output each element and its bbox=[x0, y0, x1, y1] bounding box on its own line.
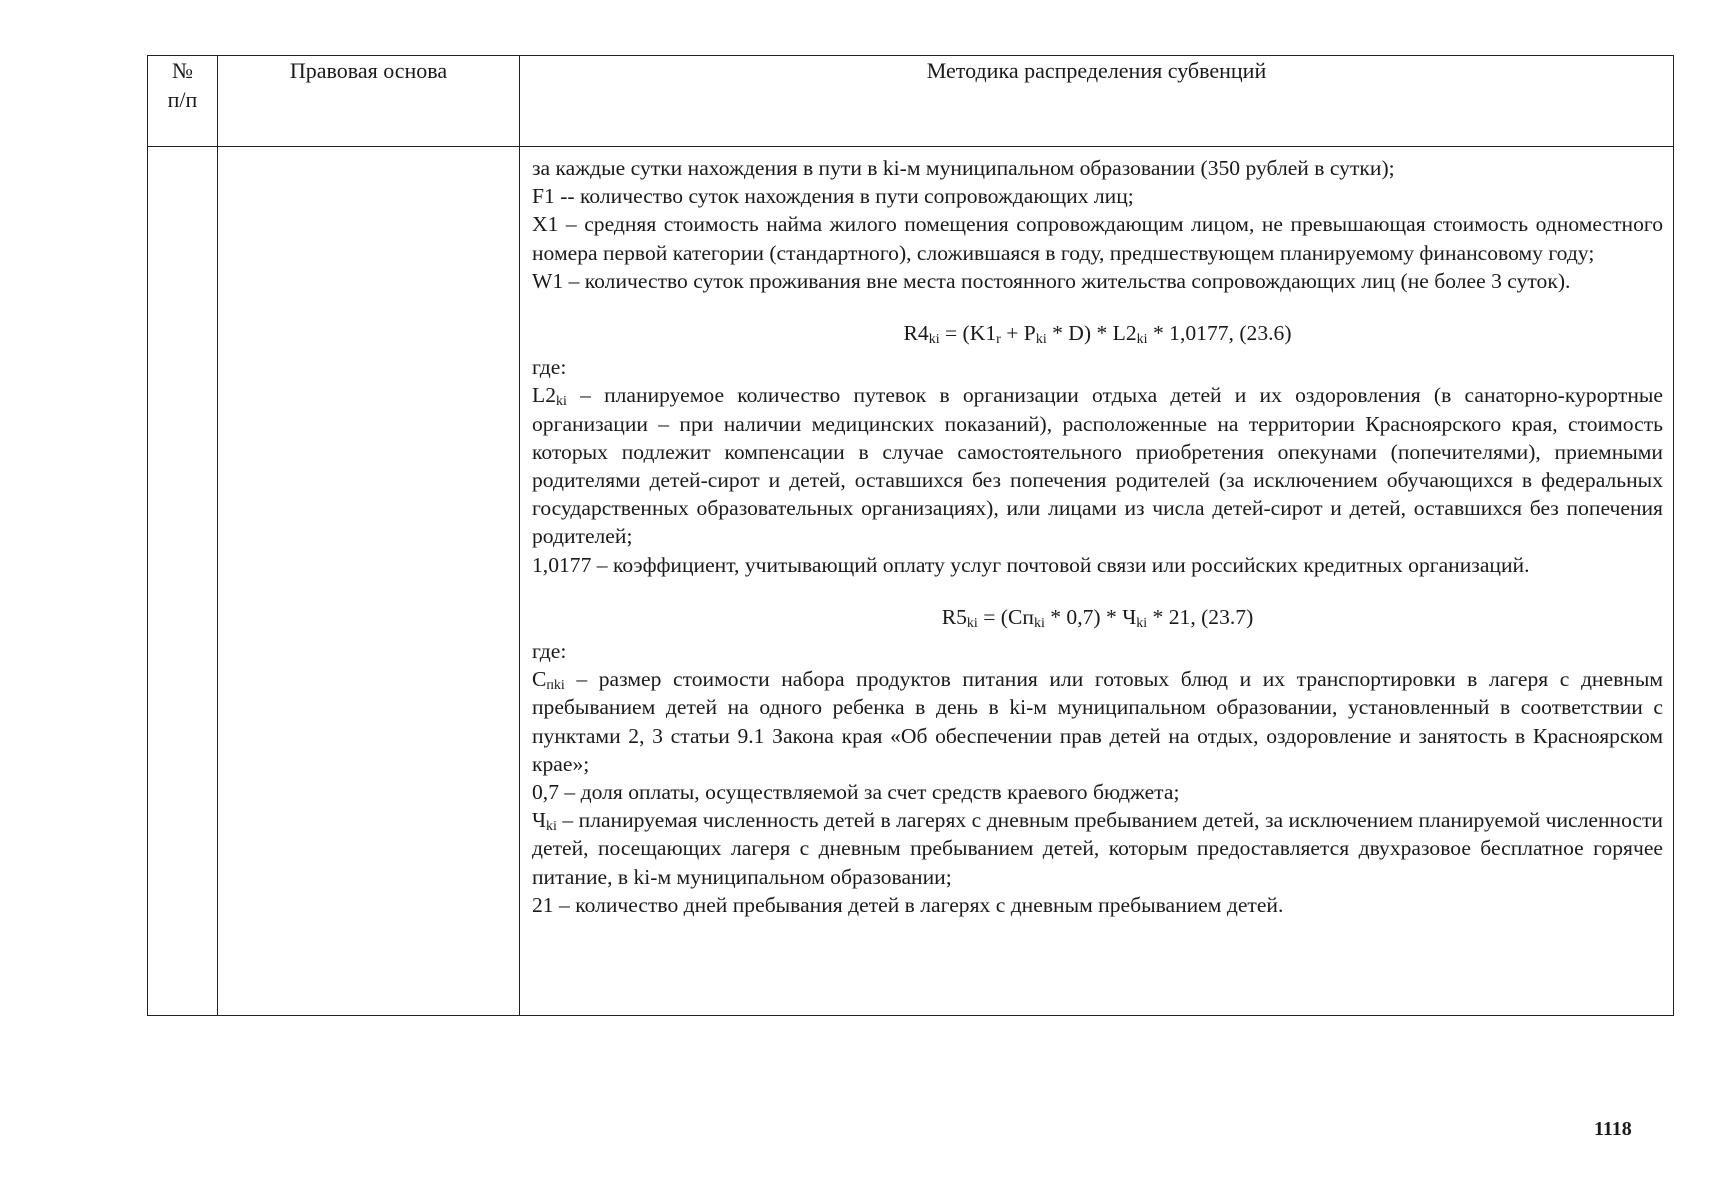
cell-legal-basis bbox=[218, 147, 520, 1016]
where-label-2: где: bbox=[532, 639, 567, 664]
paragraph-ch: $Ч_{ki}$ – планируемая численность детей в лагерях с дневным пребыванием детей, за исключением планируемой численности детей, посещающих лагеря с дневным пребыванием детей, которым предоставляется двухразовое бесплатное горячее питание, в ki-м муниципальном образовании; bbox=[532, 808, 1663, 889]
formula-23-6: $R4_{ki} = (K1_r + P_{ki} * D) * L2_{ki} * 1,0177$, (23.6) bbox=[903, 321, 1292, 348]
where-label-1: где: bbox=[532, 355, 567, 380]
paragraph-coefficient: 1,0177 – коэффициент, учитывающий оплату услуг почтовой связи или российских кредитных организаций. bbox=[532, 552, 1530, 577]
header-number: № п/п bbox=[148, 56, 218, 147]
formula-23-7: $R5_{ki} = (Cп_{ki} * 0,7) * Ч_{ki} * 21$, (23.7) bbox=[941, 604, 1254, 631]
cell-method bbox=[520, 147, 1674, 1016]
paragraph-21: 21 – количество дней пребывания детей в лагерях с дневным пребыванием детей. bbox=[532, 892, 1284, 917]
table-row bbox=[148, 147, 1674, 1016]
method-text bbox=[520, 147, 1673, 919]
table-header-row bbox=[148, 56, 1674, 147]
paragraph-l2: $L2_{ki}$ – планируемое количество путевок в организации отдыха детей и их оздоровления (в санаторно-курортные организации – при наличии медицинских показаний), расположенные на территории Красноярского края, стоимость которых подлежит компенсации в случае самостоятельного приобретения опекунами (попечителями), приемными родителями детей-сирот и детей, оставшихся без попечения родителей (за исключением обучающихся в федеральных государственных образовательных организациях), или лицами из числа детей-сирот и детей, оставшихся без попечения родителей; bbox=[532, 383, 1663, 549]
cell-number bbox=[148, 147, 218, 1016]
header-legal-basis: Правовая основа bbox=[218, 56, 520, 147]
subvention-table bbox=[147, 55, 1674, 1016]
paragraph-0-7: 0,7 – доля оплаты, осуществляемой за счет средств краевого бюджета; bbox=[532, 780, 1180, 805]
paragraph-cp: $C_{пki}$ – размер стоимости набора продуктов питания или готовых блюд и их транспортировки в лагеря с дневным пребыванием детей на одного ребенка в день в ki-м муниципальном образовании, установленный в соответствии с пунктами 2, 3 статьи 9.1 Закона края «Об обеспечении прав детей на отдых, оздоровление и занятость в Красноярском крае»; bbox=[532, 667, 1663, 776]
page-number: 1118 bbox=[1594, 1118, 1632, 1140]
paragraph-x1: X1 – средняя стоимость найма жилого помещения сопровождающим лицом, не превышающая стоимость одноместного номера первой категории (стандартного), сложившаяся в году, предшествующем планируемому финансовому году; bbox=[532, 212, 1663, 265]
header-method: Методика распределения субвенций bbox=[520, 56, 1674, 147]
paragraph-w1: W1 – количество суток проживания вне места постоянного жительства сопровождающих лиц (не более 3 суток). bbox=[532, 268, 1571, 293]
paragraph-daily-travel: за каждые сутки нахождения в пути в ki-м муниципальном образовании (350 рублей в сутки); bbox=[532, 156, 1395, 180]
paragraph-f1: F1 -- количество суток нахождения в пути сопровождающих лиц; bbox=[532, 184, 1134, 209]
